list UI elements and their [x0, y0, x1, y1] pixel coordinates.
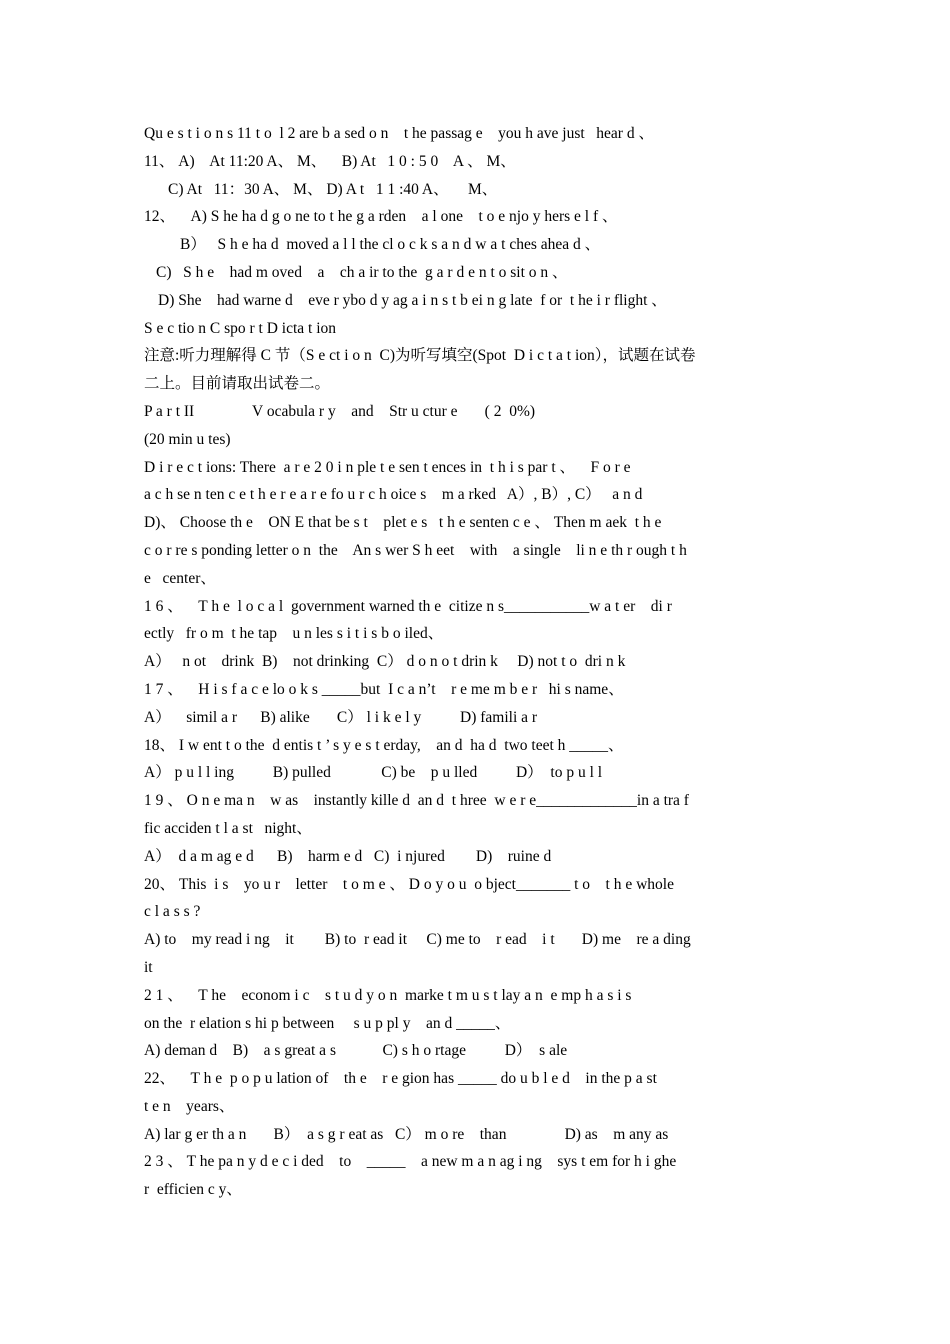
- text-line: 注意:听力理解得 C 节（S e ct i o n C)为听写填空(Spot D i c t a t ion），试题在试卷: [144, 347, 696, 365]
- text-line: A) to my read i ng it B) to r ead it C) me to r ead i t D) me re a ding: [144, 931, 691, 949]
- text-line: r efficien c y、: [144, 1181, 242, 1199]
- text-line: 1 6 、 T h e l o c a l government warned th e citize n s___________w a t er di r: [144, 597, 672, 615]
- document-body: [144, 120, 806, 1204]
- text-line: 22、 T h e p o p u lation of th e r e gion has _____ do u b l e d in the p a st: [144, 1070, 657, 1088]
- text-line: 二上。目前请取出试卷二。: [144, 375, 331, 393]
- text-line: 1 7 、 H i s f a c e lo o k s _____but I c a n’t r e me m b e r hi s name、: [144, 680, 624, 698]
- text-line: A） p u l l ing B) pulled C) be p u lled D） to p u l l: [144, 764, 603, 782]
- text-line: S e c tio n C spo r t D icta t ion: [144, 319, 337, 337]
- text-line: P a r t II V ocabula r y and Str u ctur e ( 2 0%): [144, 402, 536, 420]
- text-line: D)、 Choose th e ON E that be s t plet e s t h e senten c e 、 Then m aek t h e: [144, 514, 662, 532]
- text-line: 11、 A) At 11:20 A、 M、 B) At 1 0 : 5 0 A 、 M、: [144, 152, 516, 170]
- text-line: 2 3 、 T he pa n y d e c i ded to _____ a new m a n ag i ng sys t em for h i ghe: [144, 1153, 677, 1171]
- text-line: c l a s s ?: [144, 903, 201, 921]
- text-line: it: [144, 958, 153, 976]
- text-line: A) deman d B) a s great a s C) s h o rtage D） s ale: [144, 1042, 568, 1060]
- text-line: 18、 I w ent t o the d entis t ’ s y e s t erday, an d ha d two teet h _____、: [144, 736, 624, 754]
- text-line: C) S h e had m oved a ch a ir to the g a r d e n t o sit o n 、: [156, 263, 568, 281]
- text-line: e center、: [144, 569, 216, 587]
- text-line: D) She had warne d eve r ybo d y ag a i n s t b ei n g late f or t he i r flight 、: [158, 291, 667, 309]
- text-line: C) At 11：30 A、 M、 D) A t 1 1 :40 A、 M、: [168, 180, 498, 198]
- text-line: (20 min u tes): [144, 430, 231, 448]
- text-line: A） simil a r B) alike C） l i k e l y D) famili a r: [144, 708, 538, 726]
- text-line: 20、 This i s yo u r letter t o m e 、 D o y o u o bject_______ t o t h e whole: [144, 875, 674, 893]
- text-line: fic acciden t l a st night、: [144, 819, 312, 837]
- text-line: c o r re s ponding letter o n the An s wer S h eet with a single li n e th r ough t h: [144, 541, 687, 559]
- text-line: A) lar g er th a n B） a s g r eat as C） m o re than D) as m any as: [144, 1125, 669, 1143]
- text-line: 1 9 、 O n e ma n w as instantly kille d an d t hree w e r e_____________in a tra f: [144, 792, 689, 810]
- text-line: B） S h e ha d moved a l l the cl o c k s a n d w a t ches ahea d 、: [180, 236, 601, 254]
- text-line: A） n ot drink B) not drinking C） d o n o t drin k D) not t o dri n k: [144, 653, 626, 671]
- text-line: D i r e c t ions: There a r e 2 0 i n ple t e sen t ences in t h i s par t 、 F o r e: [144, 458, 631, 476]
- text-line: Qu e s t i o n s 11 t o l 2 are b a sed o n t he passag e you h ave just hear d 、: [144, 125, 654, 142]
- text-line: A） d a m ag e d B) harm e d C) i njured D) ruine d: [144, 847, 552, 865]
- text-line: 2 1 、 T he econom i c s t u d y o n marke t m u s t lay a n e mp h a s i s: [144, 986, 632, 1004]
- text-line: on the r elation s hi p between s u p pl y an d _____、: [144, 1014, 511, 1032]
- text-line: ectly fr o m t he tap u n les s i t i s b o iled、: [144, 625, 444, 643]
- text-line: 12、 A) S he ha d g o ne to t he g a rden a l one t o e njo y hers e l f 、: [144, 208, 618, 226]
- text-line: a c h se n ten c e t h e r e a r e fo u r c h oice s m a rked A）, B）, C） a n d: [144, 486, 643, 504]
- text-line: t e n years、: [144, 1097, 235, 1115]
